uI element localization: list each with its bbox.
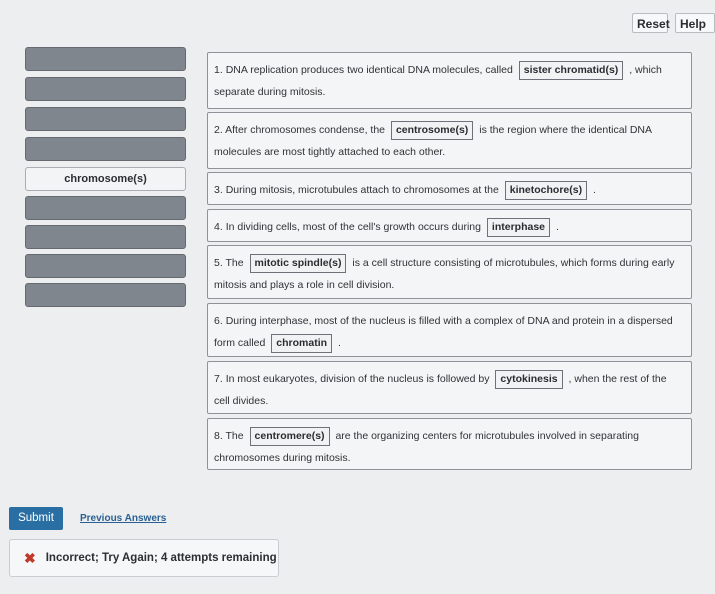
answer-slot-empty xyxy=(25,283,186,307)
question-text: During interphase, most of the nucleus is filled with a complex of DNA and protein in a dispersed form called xyxy=(214,315,673,349)
question-text: During mitosis, microtubules attach to chromosomes at the xyxy=(225,184,499,196)
question-1 xyxy=(207,52,692,109)
previous-answers-link[interactable]: Previous Answers xyxy=(80,513,167,524)
answer-drop-target[interactable]: cytokinesis xyxy=(495,370,562,389)
question-text: . xyxy=(555,221,559,233)
question-text: The xyxy=(225,257,244,269)
help-button[interactable]: Help xyxy=(675,13,715,33)
question-text: The xyxy=(225,430,244,442)
question-number: 8. xyxy=(214,430,223,442)
question-text: . xyxy=(593,184,596,196)
question-text: , when the rest of the cell divides. xyxy=(214,373,667,407)
answer-drop-target[interactable]: interphase xyxy=(487,218,550,237)
question-text: , which separate during mitosis. xyxy=(214,64,662,98)
feedback-text: Incorrect; Try Again; 4 attempts remaining xyxy=(45,552,277,564)
reset-button[interactable]: Reset xyxy=(632,13,668,33)
answer-slot-empty xyxy=(25,196,186,220)
answer-slot-empty xyxy=(25,107,186,131)
answer-slot-empty xyxy=(25,77,186,101)
answer-drop-target[interactable]: centromere(s) xyxy=(250,427,330,446)
answer-slot-empty xyxy=(25,137,186,161)
question-text: DNA replication produces two identical DNA molecules, called xyxy=(225,64,513,76)
answer-tile-chromosome[interactable]: chromosome(s) xyxy=(25,167,186,191)
question-text: . xyxy=(337,337,341,349)
question-text: In dividing cells, most of the cell's growth occurs during xyxy=(225,221,481,233)
feedback-message xyxy=(9,539,279,577)
question-5 xyxy=(207,245,692,299)
question-text: is the region where the identical DNA molecules are most tightly attached to each other. xyxy=(214,124,652,158)
question-number: 6. xyxy=(214,315,223,327)
question-7 xyxy=(207,361,692,414)
question-2 xyxy=(207,112,692,169)
question-4 xyxy=(207,209,692,242)
answer-drop-target[interactable]: sister chromatid(s) xyxy=(519,61,624,80)
close-x-icon: ✖ xyxy=(24,549,36,566)
question-text: are the organizing centers for microtubules involved in separating chromosomes during mitosis. xyxy=(214,430,639,464)
question-text: After chromosomes condense, the xyxy=(225,124,386,136)
question-number: 5. xyxy=(214,257,223,269)
question-number: 1. xyxy=(214,64,223,76)
question-number: 4. xyxy=(214,221,223,233)
question-3 xyxy=(207,172,692,205)
question-number: 2. xyxy=(214,124,223,136)
answer-drop-target[interactable]: chromatin xyxy=(271,334,332,353)
submit-button[interactable]: Submit xyxy=(9,507,63,530)
answer-slot-empty xyxy=(25,225,186,249)
answer-drop-target[interactable]: mitotic spindle(s) xyxy=(250,254,347,273)
answer-drop-target[interactable]: centrosome(s) xyxy=(391,121,473,140)
answer-drop-target[interactable]: kinetochore(s) xyxy=(505,181,587,200)
question-8 xyxy=(207,418,692,470)
question-6 xyxy=(207,303,692,357)
question-number: 7. xyxy=(214,373,223,385)
answer-slot-empty xyxy=(25,47,186,71)
question-text: is a cell structure consisting of microtubules, which forms during early mitosis and plays a role in cell division. xyxy=(214,257,675,291)
answer-slot-empty xyxy=(25,254,186,278)
question-text: In most eukaryotes, division of the nucleus is followed by xyxy=(225,373,490,385)
question-number: 3. xyxy=(214,184,223,196)
